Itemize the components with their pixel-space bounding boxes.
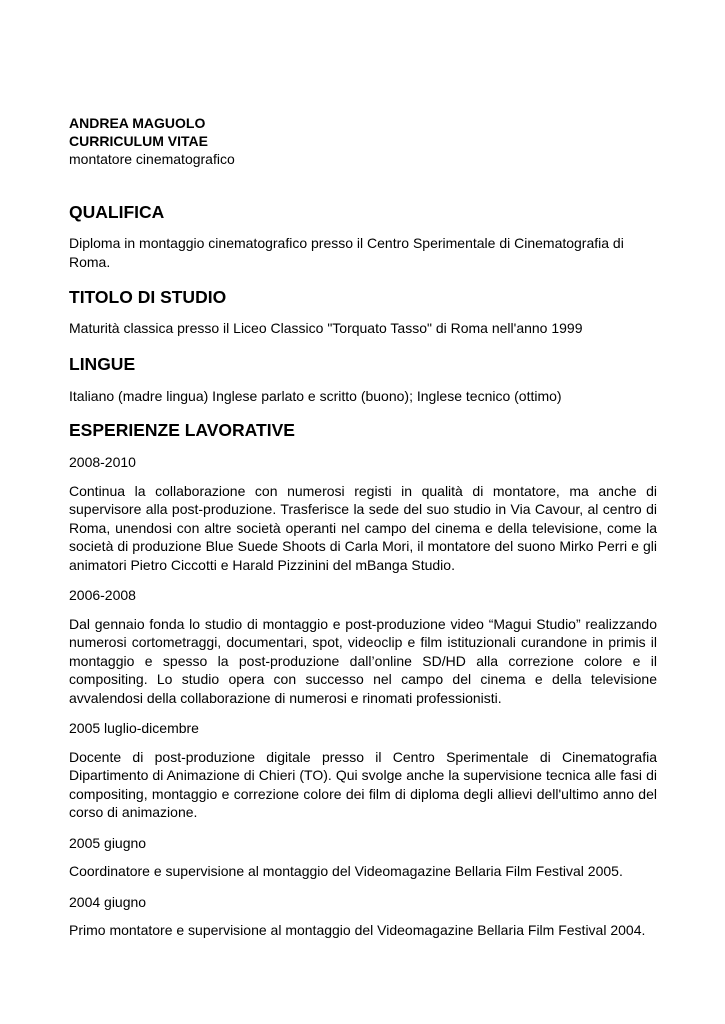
job-date: 2006-2008	[69, 587, 136, 603]
job-entry	[69, 719, 657, 822]
job-description: Docente di post-produzione digitale presso il Centro Sperimentale di Cinematografia Dipartimento di Animazione di Chieri (TO). Qui svolge anche la supervisione tecnica alle fasi di compositing, montaggio e correzione colore dei film di diploma degli allievi dell'ultimo anno del corso di animazione.	[69, 748, 657, 820]
job-description: Coordinatore e supervisione al montaggio del Videomagazine Bellaria Film Festival 2005.	[69, 863, 623, 879]
section-title-esperienze-lavorative: ESPERIENZE LAVORATIVE	[69, 420, 295, 440]
person-role: montatore cinematografico	[69, 151, 235, 167]
document-type: CURRICULUM VITAE	[69, 133, 208, 149]
job-date: 2005 giugno	[69, 834, 147, 851]
job-date: 2008-2010	[69, 454, 136, 470]
cv-page	[69, 114, 657, 940]
qualifica-text: Diploma in montaggio cinematografico presso il Centro Sperimentale di Cinematografia di Roma.	[69, 235, 624, 270]
job-description: Dal gennaio fonda lo studio di montaggio e post-produzione video “Magui Studio” realizzando numerosi cortometraggi, documentari, spot, videoclip e film istituzionali curandone in primis il montaggio e spesso la post-produzione dall’online SD/HD alla correzione colore e il compositing. Lo studio opera con successo nel campo del cinema e della televisione avvalendosi della collaborazione di numerosi e rinomati professionisti.	[69, 615, 657, 706]
section-title-qualifica: QUALIFICA	[69, 202, 165, 222]
job-date: 2005 luglio-dicembre	[69, 720, 199, 736]
section-title-titolo-di-studio: TITOLO DI STUDIO	[69, 287, 227, 307]
cv-header	[69, 114, 657, 168]
job-entry	[69, 586, 657, 707]
person-name: ANDREA MAGUOLO	[69, 115, 206, 131]
job-entry	[69, 893, 657, 940]
job-description: Primo montatore e supervisione al montaggio del Videomagazine Bellaria Film Festival 2004.	[69, 922, 646, 938]
section-title-lingue: LINGUE	[69, 353, 136, 374]
titolo-di-studio-text: Maturità classica presso il Liceo Classico "Torquato Tasso" di Roma nell'anno 1999	[69, 320, 583, 336]
job-entry	[69, 834, 657, 881]
job-date: 2004 giugno	[69, 893, 147, 910]
job-description: Continua la collaborazione con numerosi registi in qualità di montatore, ma anche di supervisore alla post-produzione. Trasferisce la sede del suo studio in Via Cavour, al centro di Roma, unendosi con altre società operanti nel campo del cinema e della televisione, come la società di produzione Blue Suede Shoots di Carla Mori, il montatore del suono Mirko Perri e gli animatori Pietro Ciccotti e Harald Pizzinini del mBanga Studio.	[69, 482, 657, 573]
job-entry	[69, 453, 657, 574]
lingue-text: Italiano (madre lingua) Inglese parlato e scritto (buono); Inglese tecnico (ottimo)	[69, 387, 562, 404]
